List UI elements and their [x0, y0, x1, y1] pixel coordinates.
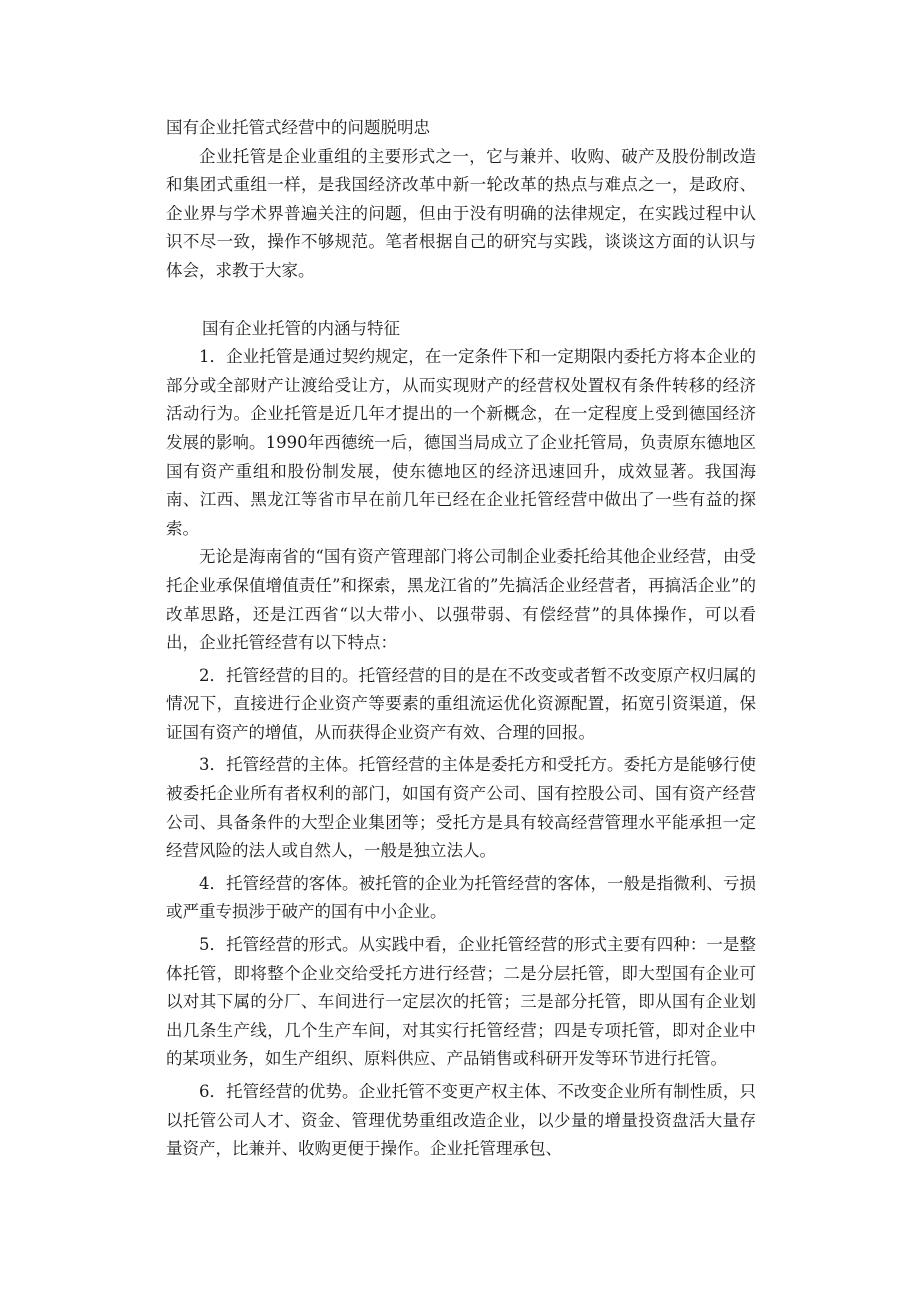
paragraph-3: 3．托管经营的主体。托管经营的主体是委托方和受托方。委托方是能够行使被委托企业所有者权利的部门，如国有资产公司、国有控股公司、国有资产经营公司、具备条件的大型企业集团等；受托方是具有较高经营管理水平能承担一定经营风险的法人或自然人，一般是独立法人。	[166, 755, 756, 861]
paragraph-4: 4．托管经营的客体。被托管的企业为托管经营的客体，一般是指微利、亏损或严重专损涉于破产的国有中小企业。	[166, 873, 756, 922]
paragraph-6: 6．托管经营的优势。企业托管不变更产权主体、不改变企业所有制性质，只以托管公司人才、资金、管理优势重组改造企业，以少量的增量投资盘活大量存量资产，比兼并、收购更便于操作。企业托管理承包、	[166, 1082, 756, 1159]
paragraph-features-intro: 无论是海南省的“国有资产管理部门将公司制企业委托给其他企业经营，由受托企业承保值增值责任”和探索，黑龙江省的”先搞活企业经营者，再搞活企业”的改革思路，还是江西省“以大带小、以强带弱、有偿经营”的具体操作，可以看出，企业托管经营有以下特点：	[166, 547, 756, 653]
paragraph-2: 2．托管经营的目的。托管经营的目的是在不改变或者暂不改变原产权归属的情况下，直接进行企业资产等要素的重组流运优化资源配置，拓宽引资渠道，保证国有资产的增值，从而获得企业资产有效、合理的回报。	[166, 665, 756, 742]
document-body	[166, 114, 756, 1164]
intro-paragraph: 企业托管是企业重组的主要形式之一，它与兼并、收购、破产及股份制改造和集团式重组一样，是我国经济改革中新一轮改革的热点与难点之一，是政府、企业界与学术界普遍关注的问题，但由于没有明确的法律规定，在实践过程中认识不尽一致，操作不够规范。笔者根据自己的研究与实践，谈谈这方面的认识与体会，求教于大家。	[166, 146, 756, 280]
paragraph-5: 5．托管经营的形式。从实践中看，企业托管经营的形式主要有四种：一是整体托管，即将整个企业交给受托方进行经营；二是分层托管，即大型国有企业可以对其下属的分厂、车间进行一定层次的托管；三是部分托管，即从国有企业划出几条生产线，几个生产车间，对其实行托管经营；四是专项托管，即对企业中的某项业务，如生产组织、原料供应、产品销售或科研开发等环节进行托管。	[166, 935, 756, 1069]
document-title: 国有企业托管式经营中的问题脱明忠	[166, 118, 430, 137]
section-heading: 国有企业托管的内涵与特征	[202, 318, 400, 338]
paragraph-1: 1．企业托管是通过契约规定，在一定条件下和一定期限内委托方将本企业的部分或全部财产让渡给受让方，从而实现财产的经营权处置权有条件转移的经济活动行为。企业托管是近几年才提出的一个新概念，在一定程度上受到德国经济发展的影响。1990年西德统一后，德国当局成立了企业托管局，负责原东德地区国有资产重组和股份制发展，使东德地区的经济迅速回升，成效显著。我国海南、江西、黑龙江等省市早在前几年已经在企业托管经营中做出了一些有益的探索。	[166, 347, 756, 538]
paragraph-spacer	[166, 286, 756, 315]
